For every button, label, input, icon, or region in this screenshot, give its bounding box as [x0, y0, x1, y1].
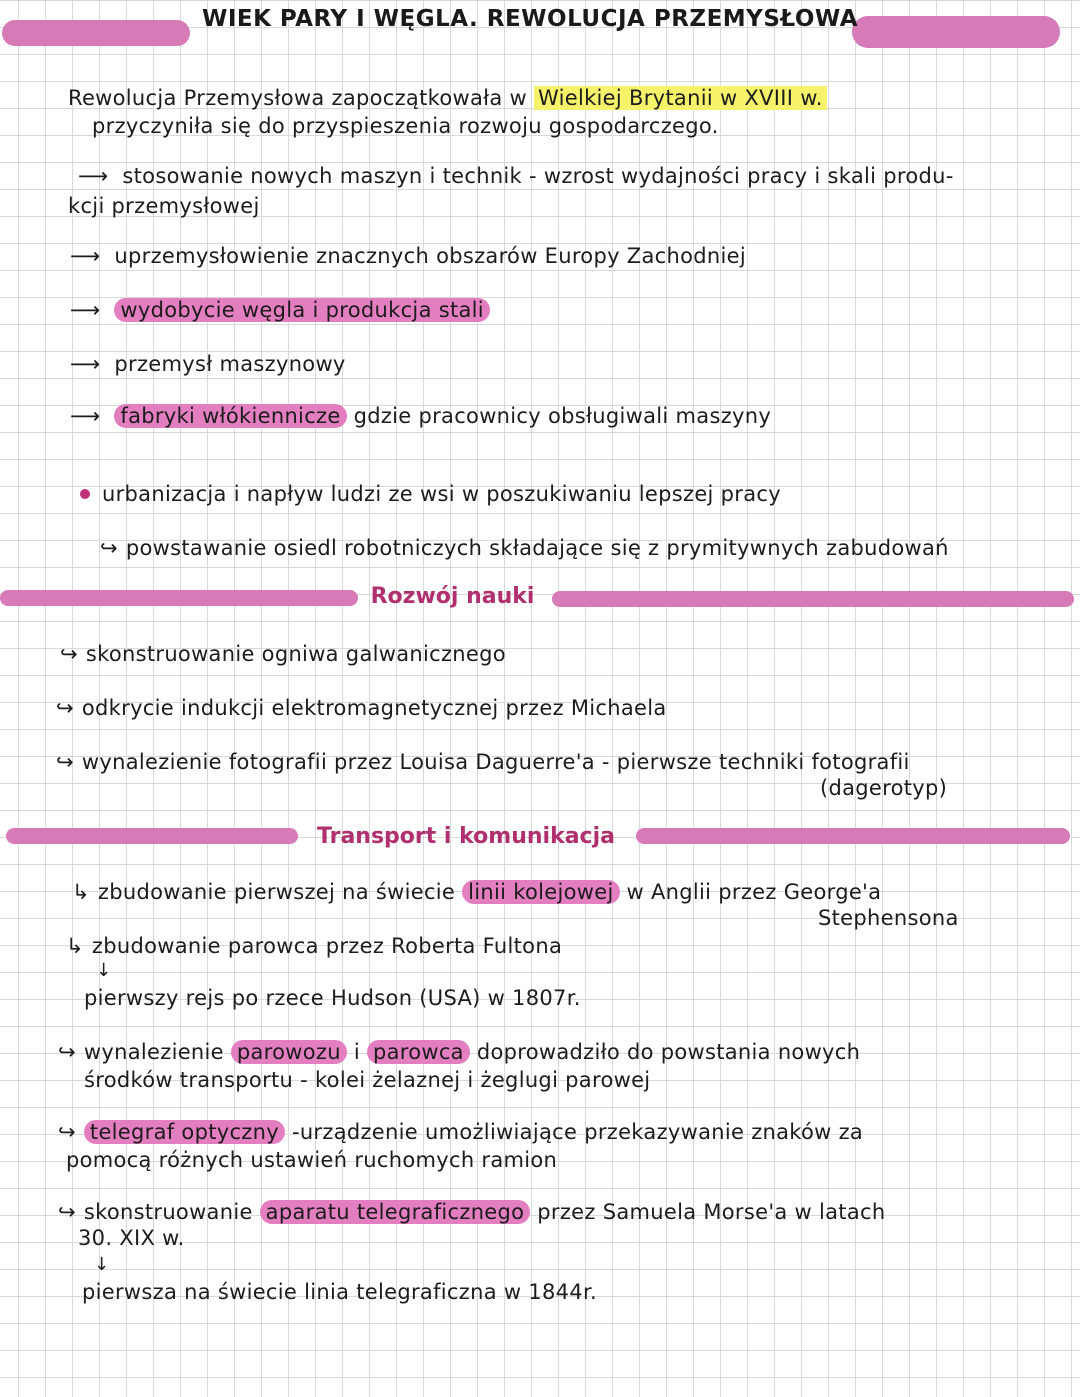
- transport-morse-highlight: aparatu telegraficznego: [260, 1200, 531, 1224]
- transport-invention-hl1: parowozu: [231, 1040, 347, 1064]
- science-item-2-text: odkrycie indukcji elektromagnetycznej przez Michaela: [81, 696, 667, 720]
- intro-highlight: Wielkiej Brytanii w XVIII w.: [534, 86, 827, 110]
- transport-rail-end: w Anglii przez George'a: [619, 880, 882, 904]
- science-note: (dagerotyp): [820, 776, 948, 800]
- transport-steamboat: [66, 934, 562, 958]
- transport-invention-text: wynalezienie: [83, 1040, 231, 1064]
- hook-arrow-icon: ↳: [66, 934, 84, 958]
- transport-telegraph-line-2: pomocą różnych ustawień ruchomych ramion: [66, 1148, 558, 1172]
- consequence-2-text: uprzemysłowienie znacznych obszarów Europy Zachodniej: [114, 244, 746, 268]
- bullet-icon: [80, 489, 90, 499]
- transport-morse-end: przez Samuela Morse'a w latach: [530, 1200, 886, 1224]
- title-bar-left: [2, 20, 190, 46]
- science-item-1: [60, 642, 506, 666]
- science-bar-right: [552, 591, 1074, 607]
- intro-line-2: przyczyniła się do przyspieszenia rozwoju gospodarczego.: [92, 114, 719, 138]
- transport-morse-line-2: 30. XIX w.: [78, 1226, 185, 1250]
- transport-bar-right: [636, 828, 1070, 844]
- transport-morse-text: skonstruowanie: [83, 1200, 260, 1224]
- transport-telegraph: [58, 1120, 863, 1144]
- transport-invention-end: doprowadziło do powstania nowych: [469, 1040, 861, 1064]
- hook-arrow-icon: ↪: [60, 642, 78, 666]
- science-item-1-text: skonstruowanie ogniwa galwanicznego: [85, 642, 506, 666]
- arrow-icon: ⟶: [70, 244, 101, 268]
- urbanization-line-2: [100, 536, 949, 560]
- hook-arrow-icon: ↪: [58, 1120, 76, 1144]
- arrow-icon: ⟶: [70, 298, 101, 322]
- science-bar-left: [0, 590, 358, 606]
- consequence-5-highlight: fabryki włókiennicze: [114, 404, 346, 428]
- transport-rail-continuation: Stephensona: [818, 906, 959, 930]
- transport-telegraph-highlight: telegraf optyczny: [84, 1120, 285, 1144]
- down-arrow-icon: ↓: [96, 960, 112, 981]
- transport-morse: [58, 1200, 885, 1224]
- urbanization-line-1: urbanizacja i napływ ludzi ze wsi w poszukiwaniu lepszej pracy: [102, 482, 781, 506]
- transport-bar-left: [6, 828, 298, 844]
- consequence-4: [70, 352, 346, 376]
- transport-rail-highlight: linii kolejowej: [462, 880, 619, 904]
- science-item-2: [56, 696, 667, 720]
- intro-text: Rewolucja Przemysłowa zapoczątkowała w: [68, 86, 534, 110]
- page-title: WIEK PARY I WĘGLA. REWOLUCJA PRZEMYSŁOWA: [201, 6, 859, 32]
- transport-invention-hl2: parowca: [367, 1040, 470, 1064]
- hook-arrow-icon: ↳: [72, 880, 90, 904]
- consequence-5: [70, 404, 771, 428]
- title-bar-right: [852, 16, 1060, 48]
- arrow-icon: ⟶: [70, 352, 101, 376]
- consequence-1-continuation: kcji przemysłowej: [68, 194, 260, 218]
- intro-line-1: [68, 86, 827, 110]
- transport-invention-mid: i: [346, 1040, 367, 1064]
- consequence-1: [78, 164, 954, 188]
- arrow-icon: ⟶: [70, 404, 101, 428]
- consequence-4-text: przemysł maszynowy: [114, 352, 346, 376]
- transport-invention-line-2: środków transportu - kolei żelaznej i żeglugi parowej: [84, 1068, 651, 1092]
- down-arrow-icon: ↓: [94, 1254, 110, 1275]
- swirl-arrow-icon: ↪: [100, 536, 118, 560]
- transport-telegraph-text: -urządzenie umożliwiające przekazywanie znaków za: [284, 1120, 864, 1144]
- consequence-1-text: stosowanie nowych maszyn i technik - wzrost wydajności pracy i skali produ-: [122, 164, 954, 188]
- consequence-3: [70, 298, 490, 322]
- science-item-3-text: wynalezienie fotografii przez Louisa Daguerre'a - pierwsze techniki fotografii: [81, 750, 910, 774]
- hook-arrow-icon: ↪: [58, 1200, 76, 1224]
- transport-rail: [72, 880, 881, 904]
- transport-heading: Transport i komunikacja: [317, 824, 615, 849]
- arrow-icon: ⟶: [78, 164, 109, 188]
- science-heading: Rozwój nauki: [370, 584, 535, 609]
- transport-invention: [58, 1040, 860, 1064]
- consequence-2: [70, 244, 746, 268]
- hook-arrow-icon: ↪: [56, 696, 74, 720]
- transport-steamboat-sub: pierwszy rejs po rzece Hudson (USA) w 1807r.: [84, 986, 581, 1010]
- transport-rail-text: zbudowanie pierwszej na świecie: [97, 880, 463, 904]
- urbanization-text: powstawanie osiedl robotniczych składające się z prymitywnych zabudowań: [125, 536, 949, 560]
- hook-arrow-icon: ↪: [58, 1040, 76, 1064]
- transport-morse-sub: pierwsza na świecie linia telegraficzna w 1844r.: [82, 1280, 597, 1304]
- transport-steamboat-text: zbudowanie parowca przez Roberta Fultona: [91, 934, 563, 958]
- hook-arrow-icon: ↪: [56, 750, 74, 774]
- science-item-3: [56, 750, 910, 774]
- consequence-3-highlight: wydobycie węgla i produkcja stali: [114, 298, 490, 322]
- consequence-5-text: gdzie pracownicy obsługiwali maszyny: [346, 404, 772, 428]
